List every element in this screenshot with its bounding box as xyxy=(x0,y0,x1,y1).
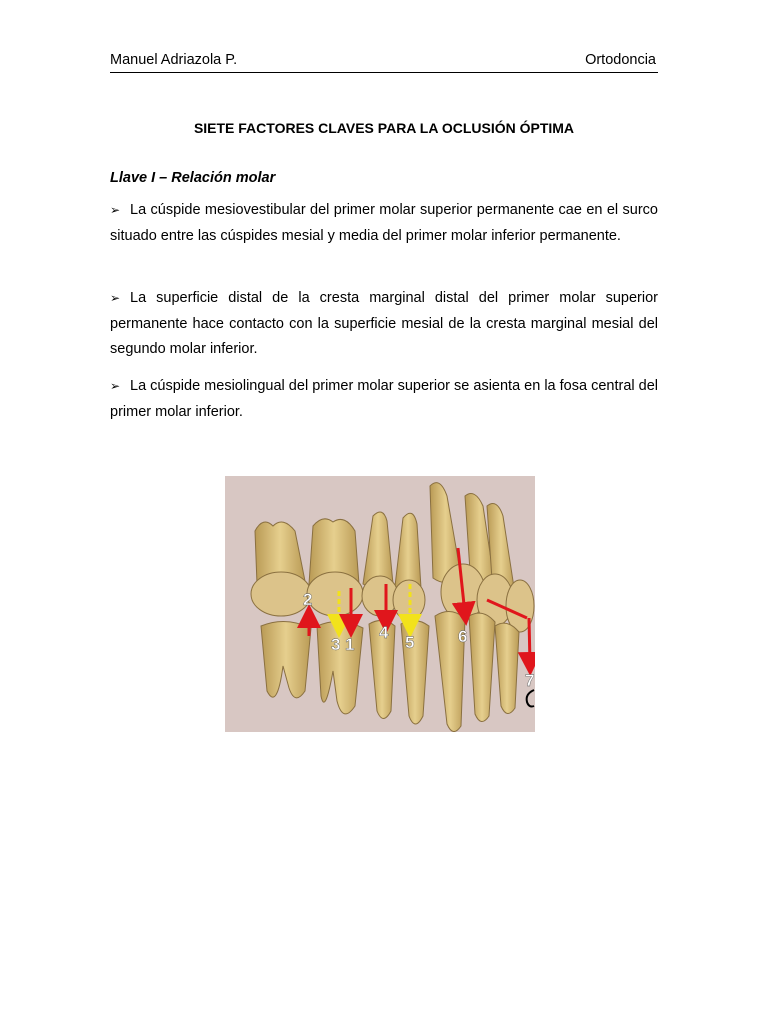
label-3: 3 xyxy=(331,635,341,654)
bullet-paragraph-2 xyxy=(110,286,658,363)
label-7: 7 xyxy=(525,671,535,690)
label-1: 1 xyxy=(345,635,355,654)
page-header xyxy=(110,50,658,73)
document-title: SIETE FACTORES CLAVES PARA LA OCLUSIÓN ÓPTIMA xyxy=(193,120,575,136)
label-5: 5 xyxy=(405,633,415,652)
header-subject: Ortodoncia xyxy=(585,52,656,68)
label-4: 4 xyxy=(379,623,389,642)
label-6: 6 xyxy=(458,627,468,646)
teeth-illustration xyxy=(225,476,535,732)
label-2: 2 xyxy=(303,590,313,609)
arrow-bullet-icon: ➢ xyxy=(110,291,121,305)
bullet-text-2: La superficie distal de la cresta marginal distal del primer molar superior permanente hace contacto con la superficie mesial de la cresta marginal mesial del segundo molar inferior. xyxy=(110,290,658,357)
bullet-text-1: La cúspide mesiovestibular del primer molar superior permanente cae en el surco situado entre las cúspides mesial y media del primer molar inferior permanente. xyxy=(110,202,658,244)
arrow-bullet-icon: ➢ xyxy=(110,203,121,217)
teeth-occlusion-figure xyxy=(225,476,535,732)
section-heading: Llave I – Relación molar xyxy=(110,170,276,186)
bullet-text-3: La cúspide mesiolingual del primer molar superior se asienta en la fosa central del primer molar inferior. xyxy=(110,378,658,420)
arrow-bullet-icon: ➢ xyxy=(110,379,121,393)
bullet-paragraph-1 xyxy=(110,198,658,249)
arrow-7 xyxy=(529,618,530,664)
bullet-paragraph-3 xyxy=(110,374,658,425)
header-author: Manuel Adriazola P. xyxy=(110,52,238,68)
